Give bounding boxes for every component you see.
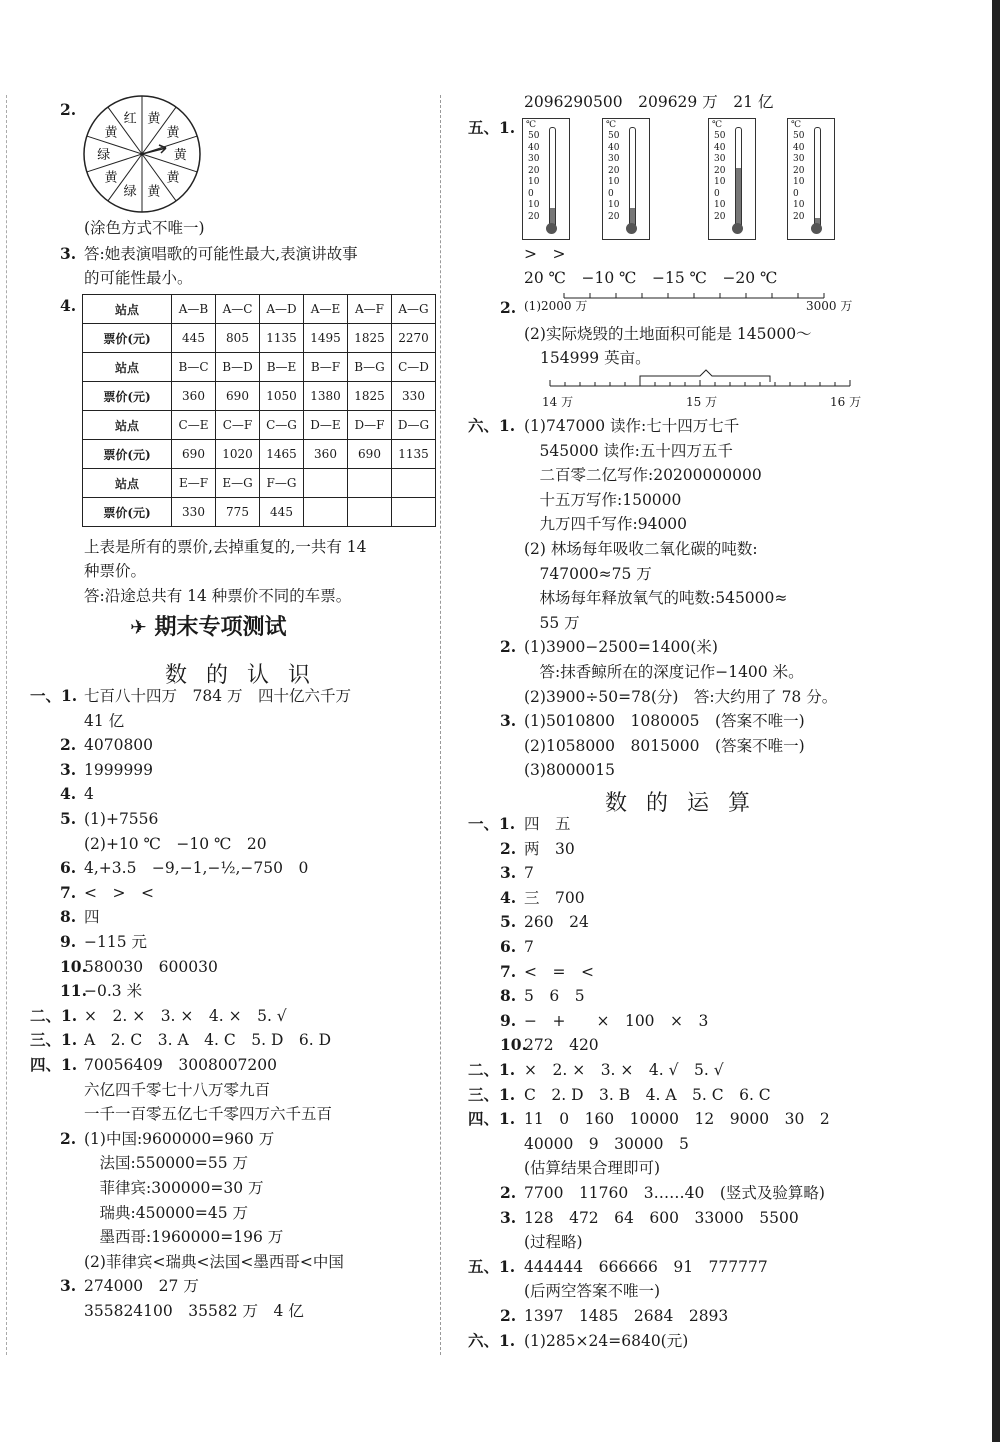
question-number: 11. bbox=[60, 981, 87, 1001]
question-number: 3. bbox=[500, 1207, 517, 1227]
thermometer-scale-label: 30 bbox=[793, 154, 805, 164]
spinner-sector-label: 黄 bbox=[166, 170, 180, 186]
price-cell: 2270 bbox=[392, 324, 436, 353]
spinner-divider bbox=[142, 154, 197, 172]
answer-text: 5 6 5 bbox=[524, 987, 585, 1006]
answer-text: 九万四千写作:94000 bbox=[524, 515, 688, 534]
answer-text: (1)285×24=6840(元) bbox=[524, 1331, 689, 1350]
question-number: 10. bbox=[500, 1035, 527, 1055]
number-line-1-left-label: (1)2000 万 bbox=[524, 299, 588, 313]
price-cell: 330 bbox=[392, 382, 436, 411]
question-number: 四、1. bbox=[468, 1109, 516, 1129]
thermometer-scale-label: 30 bbox=[608, 154, 620, 164]
thermometer-scale-label: 50 bbox=[793, 131, 805, 141]
question-number: 8. bbox=[500, 986, 517, 1006]
thermometer-tube bbox=[549, 127, 556, 229]
station-cell bbox=[304, 469, 348, 498]
station-cell: A—C bbox=[216, 295, 260, 324]
banner-title: 期末专项测试 bbox=[154, 615, 287, 640]
question-number: 6. bbox=[60, 858, 77, 878]
thermometer-unit: ℃ bbox=[606, 120, 617, 130]
after-table-line3: 答:沿途总共有 14 种票价不同的车票。 bbox=[84, 587, 352, 605]
price-cell: 1465 bbox=[260, 440, 304, 469]
station-cell: D—E bbox=[304, 411, 348, 440]
station-cell: F—G bbox=[260, 469, 304, 498]
answer-text: 答:抹香鲸所在的深度记作−1400 米。 bbox=[524, 663, 804, 681]
question-number: 7. bbox=[60, 882, 77, 902]
thermometer-tube bbox=[814, 127, 821, 229]
answer-text: 4070800 bbox=[84, 736, 154, 755]
price-cell bbox=[392, 498, 436, 527]
price-cell: 1825 bbox=[348, 324, 392, 353]
thermometer-scale-label: 10 bbox=[608, 177, 620, 187]
station-cell bbox=[392, 469, 436, 498]
price-cell: 1380 bbox=[304, 382, 348, 411]
answer-text: 二百零二亿写作:20200000000 bbox=[524, 466, 762, 485]
price-cell: 360 bbox=[304, 440, 348, 469]
q5-2-number: 2. bbox=[500, 298, 517, 317]
question-number: 8. bbox=[60, 907, 77, 927]
spinner-sector-label: 红 bbox=[123, 111, 137, 127]
thermometer-scale-label: 50 bbox=[714, 131, 726, 141]
thermometer-scale-label: 10 bbox=[528, 177, 540, 187]
station-cell: D—F bbox=[348, 411, 392, 440]
thermometer-scale-label: 10 bbox=[714, 177, 726, 187]
temperature-answers: 20 ℃ −10 ℃ −15 ℃ −20 ℃ bbox=[524, 269, 778, 287]
price-cell: 1020 bbox=[216, 440, 260, 469]
answer-text: 7 bbox=[524, 864, 534, 883]
fare-station-row bbox=[83, 469, 436, 498]
price-cell: 690 bbox=[216, 382, 260, 411]
answer-text: 七百八十四万 784 万 四十亿六千万 bbox=[84, 687, 352, 705]
answer-text: 法国:550000=55 万 bbox=[84, 1154, 249, 1173]
answer-text: (1)747000 读作:七十四万七千 bbox=[524, 417, 740, 435]
question-number: 六、1. bbox=[468, 416, 516, 435]
thermometer-scale-label: 0 bbox=[528, 188, 534, 199]
question-number: 5. bbox=[60, 809, 77, 828]
answer-text: 545000 读作:五十四万五千 bbox=[524, 441, 733, 460]
answer-text: 274000 27 万 bbox=[84, 1277, 199, 1296]
answer-text: 355824100 35582 万 4 亿 bbox=[84, 1302, 304, 1320]
number-line-2-label-16: 16 万 bbox=[830, 395, 862, 409]
station-cell: E—G bbox=[216, 469, 260, 498]
q5-2-2-line2: 154999 英亩。 bbox=[540, 349, 651, 367]
answer-text: 11 0 160 10000 12 9000 30 2 bbox=[524, 1110, 830, 1129]
answer-text: 十五万写作:150000 bbox=[524, 490, 682, 509]
question-number: 2. bbox=[60, 1128, 77, 1148]
question-number: 2. bbox=[60, 735, 77, 755]
fare-price-row bbox=[83, 440, 436, 469]
thermometer-scale-label: 10 bbox=[793, 200, 805, 210]
question-number: 2. bbox=[500, 838, 517, 858]
question-number: 二、1. bbox=[468, 1060, 516, 1079]
question-number: 3. bbox=[60, 759, 77, 779]
left-margin-line bbox=[6, 95, 7, 1355]
answer-text: 1999999 bbox=[84, 760, 154, 779]
section-title-number-recognition: 数 的 认 识 bbox=[165, 663, 316, 688]
thermometer-tube bbox=[629, 127, 636, 229]
question-number: 4. bbox=[500, 887, 517, 907]
thermometer-scale-label: 40 bbox=[528, 142, 540, 153]
station-cell: A—E bbox=[304, 295, 348, 324]
price-cell: 1135 bbox=[392, 440, 436, 469]
q3-number: 3. bbox=[60, 244, 77, 263]
answer-text: 747000≈75 万 bbox=[524, 564, 652, 583]
answer-text: (1)5010800 1080005 (答案不唯一) bbox=[524, 712, 805, 731]
station-cell: C—E bbox=[172, 411, 216, 440]
spinner-sector-label: 黄 bbox=[147, 111, 161, 127]
answer-text: 四 五 bbox=[524, 815, 571, 833]
column-divider bbox=[440, 95, 441, 1355]
price-cell: 690 bbox=[172, 440, 216, 469]
q2-number: 2. bbox=[60, 100, 77, 119]
question-number: 2. bbox=[500, 1183, 517, 1202]
top-answer-line: 2096290500 209629 万 21 亿 bbox=[524, 93, 774, 111]
price-cell: 1495 bbox=[304, 324, 348, 353]
thermometer-scale-label: 10 bbox=[528, 200, 540, 210]
q2-note: (涂色方式不唯一) bbox=[84, 219, 205, 237]
answer-text: (估算结果合理即可) bbox=[524, 1159, 661, 1178]
answer-text: 444444 666666 91 777777 bbox=[524, 1257, 768, 1276]
thermometer bbox=[522, 118, 570, 240]
thermometer-scale-label: 20 bbox=[793, 165, 805, 176]
station-cell: D—G bbox=[392, 411, 436, 440]
answer-text: 4 bbox=[84, 785, 94, 804]
price-cell bbox=[348, 498, 392, 527]
fare-price-row bbox=[83, 382, 436, 411]
station-header: 站点 bbox=[83, 353, 172, 382]
answer-text: 128 472 64 600 33000 5500 bbox=[524, 1208, 799, 1227]
thermometer bbox=[787, 118, 835, 240]
thermometer-scale-label: 20 bbox=[528, 165, 540, 176]
answer-text: −0.3 米 bbox=[84, 982, 143, 1001]
question-number: 2. bbox=[500, 637, 517, 657]
fare-table bbox=[82, 294, 436, 527]
q5-2-2-line1: (2)实际烧毁的土地面积可能是 145000～ bbox=[524, 325, 812, 343]
question-number: 六、1. bbox=[468, 1330, 516, 1350]
question-number: 10. bbox=[60, 956, 87, 976]
spinner-sector-label: 黄 bbox=[104, 170, 118, 186]
thermometer-scale-label: 20 bbox=[608, 211, 620, 222]
thermometer-scale-label: 0 bbox=[608, 188, 614, 199]
station-cell: A—G bbox=[392, 295, 436, 324]
answer-text: − + × 100 × 3 bbox=[524, 1011, 709, 1030]
thermometer-scale-label: 30 bbox=[714, 154, 726, 164]
price-cell: 1825 bbox=[348, 382, 392, 411]
question-number: 7. bbox=[500, 961, 517, 981]
price-header: 票价(元) bbox=[83, 498, 172, 527]
thermometer-bulb bbox=[626, 223, 637, 234]
thermometer-scale-label: 40 bbox=[793, 142, 805, 153]
fare-price-row bbox=[83, 498, 436, 527]
question-number: 3. bbox=[500, 711, 517, 731]
fare-station-row bbox=[83, 411, 436, 440]
spinner-divider bbox=[87, 154, 142, 172]
answer-text: C 2. D 3. B 4. A 5. C 6. C bbox=[524, 1085, 771, 1104]
question-number: 三、1. bbox=[468, 1084, 516, 1104]
question-number: 6. bbox=[500, 937, 517, 956]
station-cell: B—F bbox=[304, 353, 348, 382]
answer-text: 三 700 bbox=[524, 888, 585, 907]
answer-text: (过程略) bbox=[524, 1233, 583, 1252]
number-line-2-label-14: 14 万 bbox=[542, 395, 574, 409]
answer-text: 墨西哥:1960000=196 万 bbox=[84, 1228, 284, 1247]
thermometer-tube bbox=[735, 127, 742, 229]
thermometer-scale-label: 40 bbox=[608, 142, 620, 153]
section-title-number-operations: 数 的 运 算 bbox=[605, 791, 756, 816]
answer-text: 四 bbox=[84, 908, 100, 927]
price-cell: 1135 bbox=[260, 324, 304, 353]
answer-text: (3)8000015 bbox=[524, 761, 615, 780]
q3-line1: 答:她表演唱歌的可能性最大,表演讲故事 bbox=[84, 245, 358, 263]
price-header: 票价(元) bbox=[83, 440, 172, 469]
answer-text: (2)菲律宾<瑞典<法国<墨西哥<中国 bbox=[84, 1252, 344, 1271]
rocket-icon: ✈ bbox=[130, 615, 147, 639]
answer-text: 41 亿 bbox=[84, 711, 125, 730]
fare-station-row bbox=[83, 353, 436, 382]
answer-text: (1)中国:9600000=960 万 bbox=[84, 1129, 275, 1148]
answer-text: 六亿四千零七十八万零九百 bbox=[84, 1080, 271, 1099]
number-line-1-right-label: 3000 万 bbox=[806, 299, 853, 313]
thermometer-scale-label: 10 bbox=[793, 177, 805, 187]
thermometer-unit: ℃ bbox=[712, 120, 723, 130]
after-table-line2: 种票价。 bbox=[84, 562, 147, 580]
station-header: 站点 bbox=[83, 411, 172, 440]
answer-text: 一千一百零五亿七千零四万六千五百 bbox=[84, 1105, 333, 1124]
thermometer-mercury bbox=[736, 168, 741, 228]
question-number: 五、1. bbox=[468, 1256, 516, 1276]
spinner-sector-label: 黄 bbox=[104, 125, 118, 141]
thermometer-scale-label: 20 bbox=[528, 211, 540, 222]
station-header: 站点 bbox=[83, 295, 172, 324]
answer-text: 瑞典:450000=45 万 bbox=[84, 1203, 249, 1222]
price-cell: 360 bbox=[172, 382, 216, 411]
answer-text: 7700 11760 3……40 (竖式及验算略) bbox=[524, 1184, 825, 1202]
question-number: 9. bbox=[60, 932, 77, 951]
answer-text: 272 420 bbox=[524, 1036, 599, 1055]
answer-text: < > < bbox=[84, 883, 154, 902]
spinner-sector-label: 绿 bbox=[97, 148, 111, 163]
answer-text: (后两空答案不唯一) bbox=[524, 1282, 661, 1301]
after-table-line1: 上表是所有的票价,去掉重复的,一共有 14 bbox=[84, 538, 367, 556]
price-header: 票价(元) bbox=[83, 324, 172, 353]
station-header: 站点 bbox=[83, 469, 172, 498]
fare-station-row bbox=[83, 295, 436, 324]
answer-text: 70056409 3008007200 bbox=[84, 1056, 278, 1074]
answer-text: 林场每年释放氧气的吨数:545000≈ bbox=[524, 589, 788, 608]
spinner-sector-label: 黄 bbox=[166, 125, 180, 141]
number-line-2-label-15: 15 万 bbox=[686, 395, 718, 409]
compare-signs: > > bbox=[524, 245, 566, 263]
station-cell: B—E bbox=[260, 353, 304, 382]
thermometer-bulb bbox=[732, 223, 743, 234]
station-cell: C—G bbox=[260, 411, 304, 440]
price-cell: 1050 bbox=[260, 382, 304, 411]
thermometer-scale-label: 0 bbox=[793, 188, 799, 199]
question-number: 9. bbox=[500, 1010, 517, 1030]
price-header: 票价(元) bbox=[83, 382, 172, 411]
thermometer-unit: ℃ bbox=[791, 120, 802, 130]
station-cell: C—F bbox=[216, 411, 260, 440]
answer-text: 4,+3.5 −9,−1,−½,−750 0 bbox=[84, 859, 309, 878]
answer-text: < = < bbox=[524, 962, 594, 981]
answer-text: (2) 林场每年吸收二氧化碳的吨数: bbox=[524, 540, 758, 558]
station-cell: B—D bbox=[216, 353, 260, 382]
thermometer-scale-label: 20 bbox=[714, 165, 726, 176]
answer-text: 两 30 bbox=[524, 839, 575, 858]
answer-text: (2)3900÷50=78(分) 答:大约用了 78 分。 bbox=[524, 687, 838, 706]
answer-text: 40000 9 30000 5 bbox=[524, 1134, 689, 1153]
answer-text: 7 bbox=[524, 938, 534, 956]
question-number: 一、1. bbox=[468, 814, 516, 833]
question-number: 3. bbox=[60, 1276, 77, 1296]
answer-text: × 2. × 3. × 4. √ 5. √ bbox=[524, 1061, 724, 1079]
question-number: 2. bbox=[500, 1306, 517, 1325]
thermometer-scale-label: 0 bbox=[714, 188, 720, 199]
page-edge bbox=[992, 0, 1000, 1442]
fare-price-row bbox=[83, 324, 436, 353]
spinner-sector-label: 绿 bbox=[123, 184, 137, 200]
price-cell: 805 bbox=[216, 324, 260, 353]
thermometer-scale-label: 20 bbox=[714, 211, 726, 222]
spinner-sector-label: 黄 bbox=[173, 148, 187, 163]
answer-text: (1)+7556 bbox=[84, 810, 159, 828]
thermometer bbox=[708, 118, 756, 240]
thermometer-bulb bbox=[546, 223, 557, 234]
station-cell bbox=[348, 469, 392, 498]
station-cell: C—D bbox=[392, 353, 436, 382]
thermometer-scale-label: 50 bbox=[528, 131, 540, 141]
station-cell: B—G bbox=[348, 353, 392, 382]
q4-number: 4. bbox=[60, 296, 77, 315]
q5-number: 五、1. bbox=[468, 118, 516, 137]
answer-text: 260 24 bbox=[524, 913, 589, 932]
thermometer-unit: ℃ bbox=[526, 120, 537, 130]
station-cell: A—D bbox=[260, 295, 304, 324]
question-number: 三、1. bbox=[30, 1030, 78, 1050]
thermometer-bulb bbox=[811, 223, 822, 234]
question-number: 4. bbox=[60, 784, 77, 804]
question-number: 二、1. bbox=[30, 1005, 78, 1025]
thermometer-scale-label: 50 bbox=[608, 131, 620, 141]
thermometer-scale-label: 30 bbox=[528, 154, 540, 164]
thermometer-scale-label: 40 bbox=[714, 142, 726, 153]
station-cell: B—C bbox=[172, 353, 216, 382]
thermometer-scale-label: 20 bbox=[608, 165, 620, 176]
answer-text: 菲律宾:300000=30 万 bbox=[84, 1179, 264, 1197]
price-cell: 690 bbox=[348, 440, 392, 469]
answer-text: A 2. C 3. A 4. C 5. D 6. D bbox=[84, 1031, 332, 1050]
spinner-sector-label: 黄 bbox=[147, 184, 161, 200]
price-cell: 775 bbox=[216, 498, 260, 527]
price-cell: 445 bbox=[260, 498, 304, 527]
q3-line2: 的可能性最小。 bbox=[84, 269, 193, 287]
thermometer bbox=[602, 118, 650, 240]
thermometer-scale-label: 10 bbox=[608, 200, 620, 210]
answer-text: (1)3900−2500=1400(米) bbox=[524, 638, 718, 657]
question-number: 一、1. bbox=[30, 686, 78, 705]
question-number: 四、1. bbox=[30, 1055, 78, 1074]
price-cell: 330 bbox=[172, 498, 216, 527]
question-number: 3. bbox=[500, 863, 517, 883]
thermometer-scale-label: 10 bbox=[714, 200, 726, 210]
spinner-wheel bbox=[80, 92, 204, 216]
question-number: 5. bbox=[500, 912, 517, 932]
price-cell bbox=[304, 498, 348, 527]
station-cell: A—B bbox=[172, 295, 216, 324]
station-cell: A—F bbox=[348, 295, 392, 324]
answer-text: 580030 600030 bbox=[84, 957, 218, 976]
answer-text: × 2. × 3. × 4. × 5. √ bbox=[84, 1006, 287, 1025]
thermometer-scale-label: 20 bbox=[793, 211, 805, 222]
answer-text: (2)+10 ℃ −10 ℃ 20 bbox=[84, 834, 267, 853]
section-banner bbox=[130, 610, 286, 641]
answer-text: 55 万 bbox=[524, 613, 580, 632]
station-cell: E—F bbox=[172, 469, 216, 498]
answer-text: (2)1058000 8015000 (答案不唯一) bbox=[524, 736, 805, 755]
price-cell: 445 bbox=[172, 324, 216, 353]
answer-text: −115 元 bbox=[84, 933, 147, 951]
answer-text: 1397 1485 2684 2893 bbox=[524, 1307, 729, 1325]
